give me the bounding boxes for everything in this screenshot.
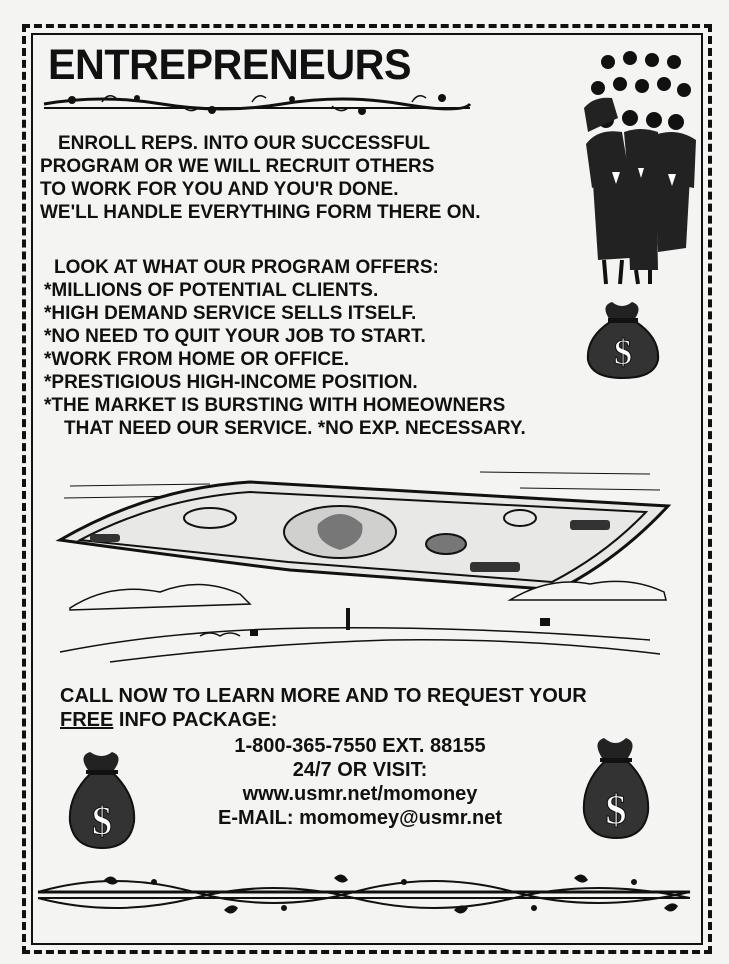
email-link[interactable]: E-MAIL: momomey@usmr.net [218, 807, 502, 829]
offer-item: *PRESTIGIOUS HIGH-INCOME POSITION. [44, 372, 418, 393]
money-bag-icon [582, 298, 664, 380]
contact-block [150, 734, 570, 830]
flying-dollar-bill-illustration [50, 458, 684, 670]
free-label: FREE [60, 709, 114, 731]
phone-number[interactable]: 1-800-365-7550 EXT. 88155 [234, 735, 486, 757]
call-to-action [60, 684, 680, 732]
bottom-vine-divider [34, 870, 694, 920]
dollar-sign: $ [605, 788, 627, 834]
ad-title: ENTREPRENEURS [48, 41, 412, 89]
cta-line-1: CALL NOW TO LEARN MORE AND TO REQUEST YOUR [60, 685, 587, 707]
intro-line: PROGRAM OR WE WILL RECRUIT OTHERS [40, 156, 435, 177]
business-crowd-illustration [578, 48, 702, 286]
offer-item: *WORK FROM HOME OR OFFICE. [44, 349, 350, 370]
offer-item: THAT NEED OUR SERVICE. *NO EXP. NECESSARY. [64, 418, 526, 439]
intro-line: TO WORK FOR YOU AND YOU'R DONE. [40, 179, 399, 200]
offers-list [44, 256, 644, 440]
offer-item: *HIGH DEMAND SERVICE SELLS ITSELF. [44, 303, 417, 324]
top-vine-divider [42, 90, 472, 120]
offer-item: *MILLIONS OF POTENTIAL CLIENTS. [44, 280, 379, 301]
intro-line: WE'LL HANDLE EVERYTHING FORM THERE ON. [40, 202, 481, 223]
money-bag-left-icon [66, 750, 138, 850]
offer-item: *NO NEED TO QUIT YOUR JOB TO START. [44, 326, 426, 347]
intro-line: ENROLL REPS. INTO OUR SUCCESSFUL [58, 133, 430, 154]
intro-paragraph [40, 132, 580, 224]
website-link[interactable]: www.usmr.net/momoney [242, 783, 478, 805]
cta-line-2: INFO PACKAGE: [113, 709, 278, 731]
money-bag-right-icon [580, 736, 652, 840]
visit-label: 24/7 OR VISIT: [292, 759, 428, 781]
offers-heading: LOOK AT WHAT OUR PROGRAM OFFERS: [54, 257, 439, 278]
dollar-sign: $ [614, 332, 632, 372]
dollar-sign: $ [92, 798, 112, 843]
offer-item: *THE MARKET IS BURSTING WITH HOMEOWNERS [44, 395, 506, 416]
